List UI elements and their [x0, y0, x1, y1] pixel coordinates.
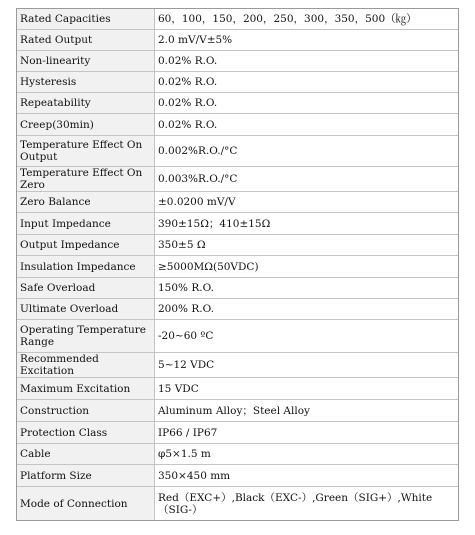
- spec-row: [17, 192, 458, 213]
- spec-value: 0.002%R.O./°C: [155, 136, 458, 167]
- spec-label: Safe Overload: [17, 278, 155, 299]
- spec-label: Non-linearity: [17, 51, 155, 72]
- spec-value: 0.02% R.O.: [155, 72, 458, 93]
- spec-label: Zero Balance: [17, 192, 155, 213]
- spec-label: Input Impedance: [17, 213, 155, 235]
- spec-value: -20~60 ºC: [155, 320, 458, 353]
- spec-value: φ5×1.5 m: [155, 444, 458, 465]
- spec-value: 390±15Ω；410±15Ω: [155, 213, 458, 235]
- spec-value: ±0.0200 mV/V: [155, 192, 458, 213]
- spec-label: Protection Class: [17, 422, 155, 444]
- spec-label: Hysteresis: [17, 72, 155, 93]
- spec-value: 2.0 mV/V±5%: [155, 30, 458, 51]
- spec-label: Temperature Effect On Zero: [17, 167, 155, 192]
- spec-row: [17, 487, 458, 520]
- spec-value: Aluminum Alloy；Steel Alloy: [155, 400, 458, 422]
- spec-label: Repeatability: [17, 93, 155, 114]
- spec-row: [17, 353, 458, 378]
- spec-row: [17, 136, 458, 167]
- spec-row: [17, 465, 458, 487]
- spec-row: [17, 278, 458, 299]
- spec-row: [17, 444, 458, 465]
- spec-label: Temperature Effect On Output: [17, 136, 155, 167]
- spec-value: 60，100，150，200，250，300，350，500（㎏）: [155, 9, 458, 30]
- spec-row: [17, 167, 458, 192]
- spec-label: Creep(30min): [17, 114, 155, 136]
- spec-value: 0.02% R.O.: [155, 93, 458, 114]
- spec-row: [17, 9, 458, 30]
- spec-row: [17, 213, 458, 235]
- spec-row: [17, 299, 458, 320]
- spec-value: 150% R.O.: [155, 278, 458, 299]
- spec-label: Rated Output: [17, 30, 155, 51]
- spec-value: ≥5000MΩ(50VDC): [155, 256, 458, 278]
- spec-row: [17, 400, 458, 422]
- spec-value: 0.02% R.O.: [155, 51, 458, 72]
- spec-row: [17, 72, 458, 93]
- spec-table: [16, 8, 459, 521]
- spec-row: [17, 30, 458, 51]
- spec-label: Ultimate Overload: [17, 299, 155, 320]
- spec-label: Platform Size: [17, 465, 155, 487]
- spec-value: 350±5 Ω: [155, 235, 458, 256]
- spec-value: 0.02% R.O.: [155, 114, 458, 136]
- spec-label: Insulation Impedance: [17, 256, 155, 278]
- spec-label: Maximum Excitation: [17, 378, 155, 400]
- spec-value: 5~12 VDC: [155, 353, 458, 378]
- spec-row: [17, 235, 458, 256]
- spec-row: [17, 93, 458, 114]
- spec-label: Recommended Excitation: [17, 353, 155, 378]
- spec-value: 200% R.O.: [155, 299, 458, 320]
- spec-value: 15 VDC: [155, 378, 458, 400]
- spec-row: [17, 320, 458, 353]
- spec-label: Output Impedance: [17, 235, 155, 256]
- spec-value: IP66 / IP67: [155, 422, 458, 444]
- spec-label: Operating Temperature Range: [17, 320, 155, 353]
- spec-row: [17, 51, 458, 72]
- spec-table-body: [17, 9, 458, 520]
- spec-label: Cable: [17, 444, 155, 465]
- spec-value: 0.003%R.O./°C: [155, 167, 458, 192]
- spec-label: Rated Capacities: [17, 9, 155, 30]
- spec-value: 350×450 mm: [155, 465, 458, 487]
- spec-row: [17, 114, 458, 136]
- spec-row: [17, 422, 458, 444]
- spec-value: Red（EXC+）,Black（EXC-）,Green（SIG+）,White（SIG-）: [155, 487, 458, 520]
- spec-row: [17, 378, 458, 400]
- spec-label: Construction: [17, 400, 155, 422]
- spec-row: [17, 256, 458, 278]
- spec-label: Mode of Connection: [17, 487, 155, 520]
